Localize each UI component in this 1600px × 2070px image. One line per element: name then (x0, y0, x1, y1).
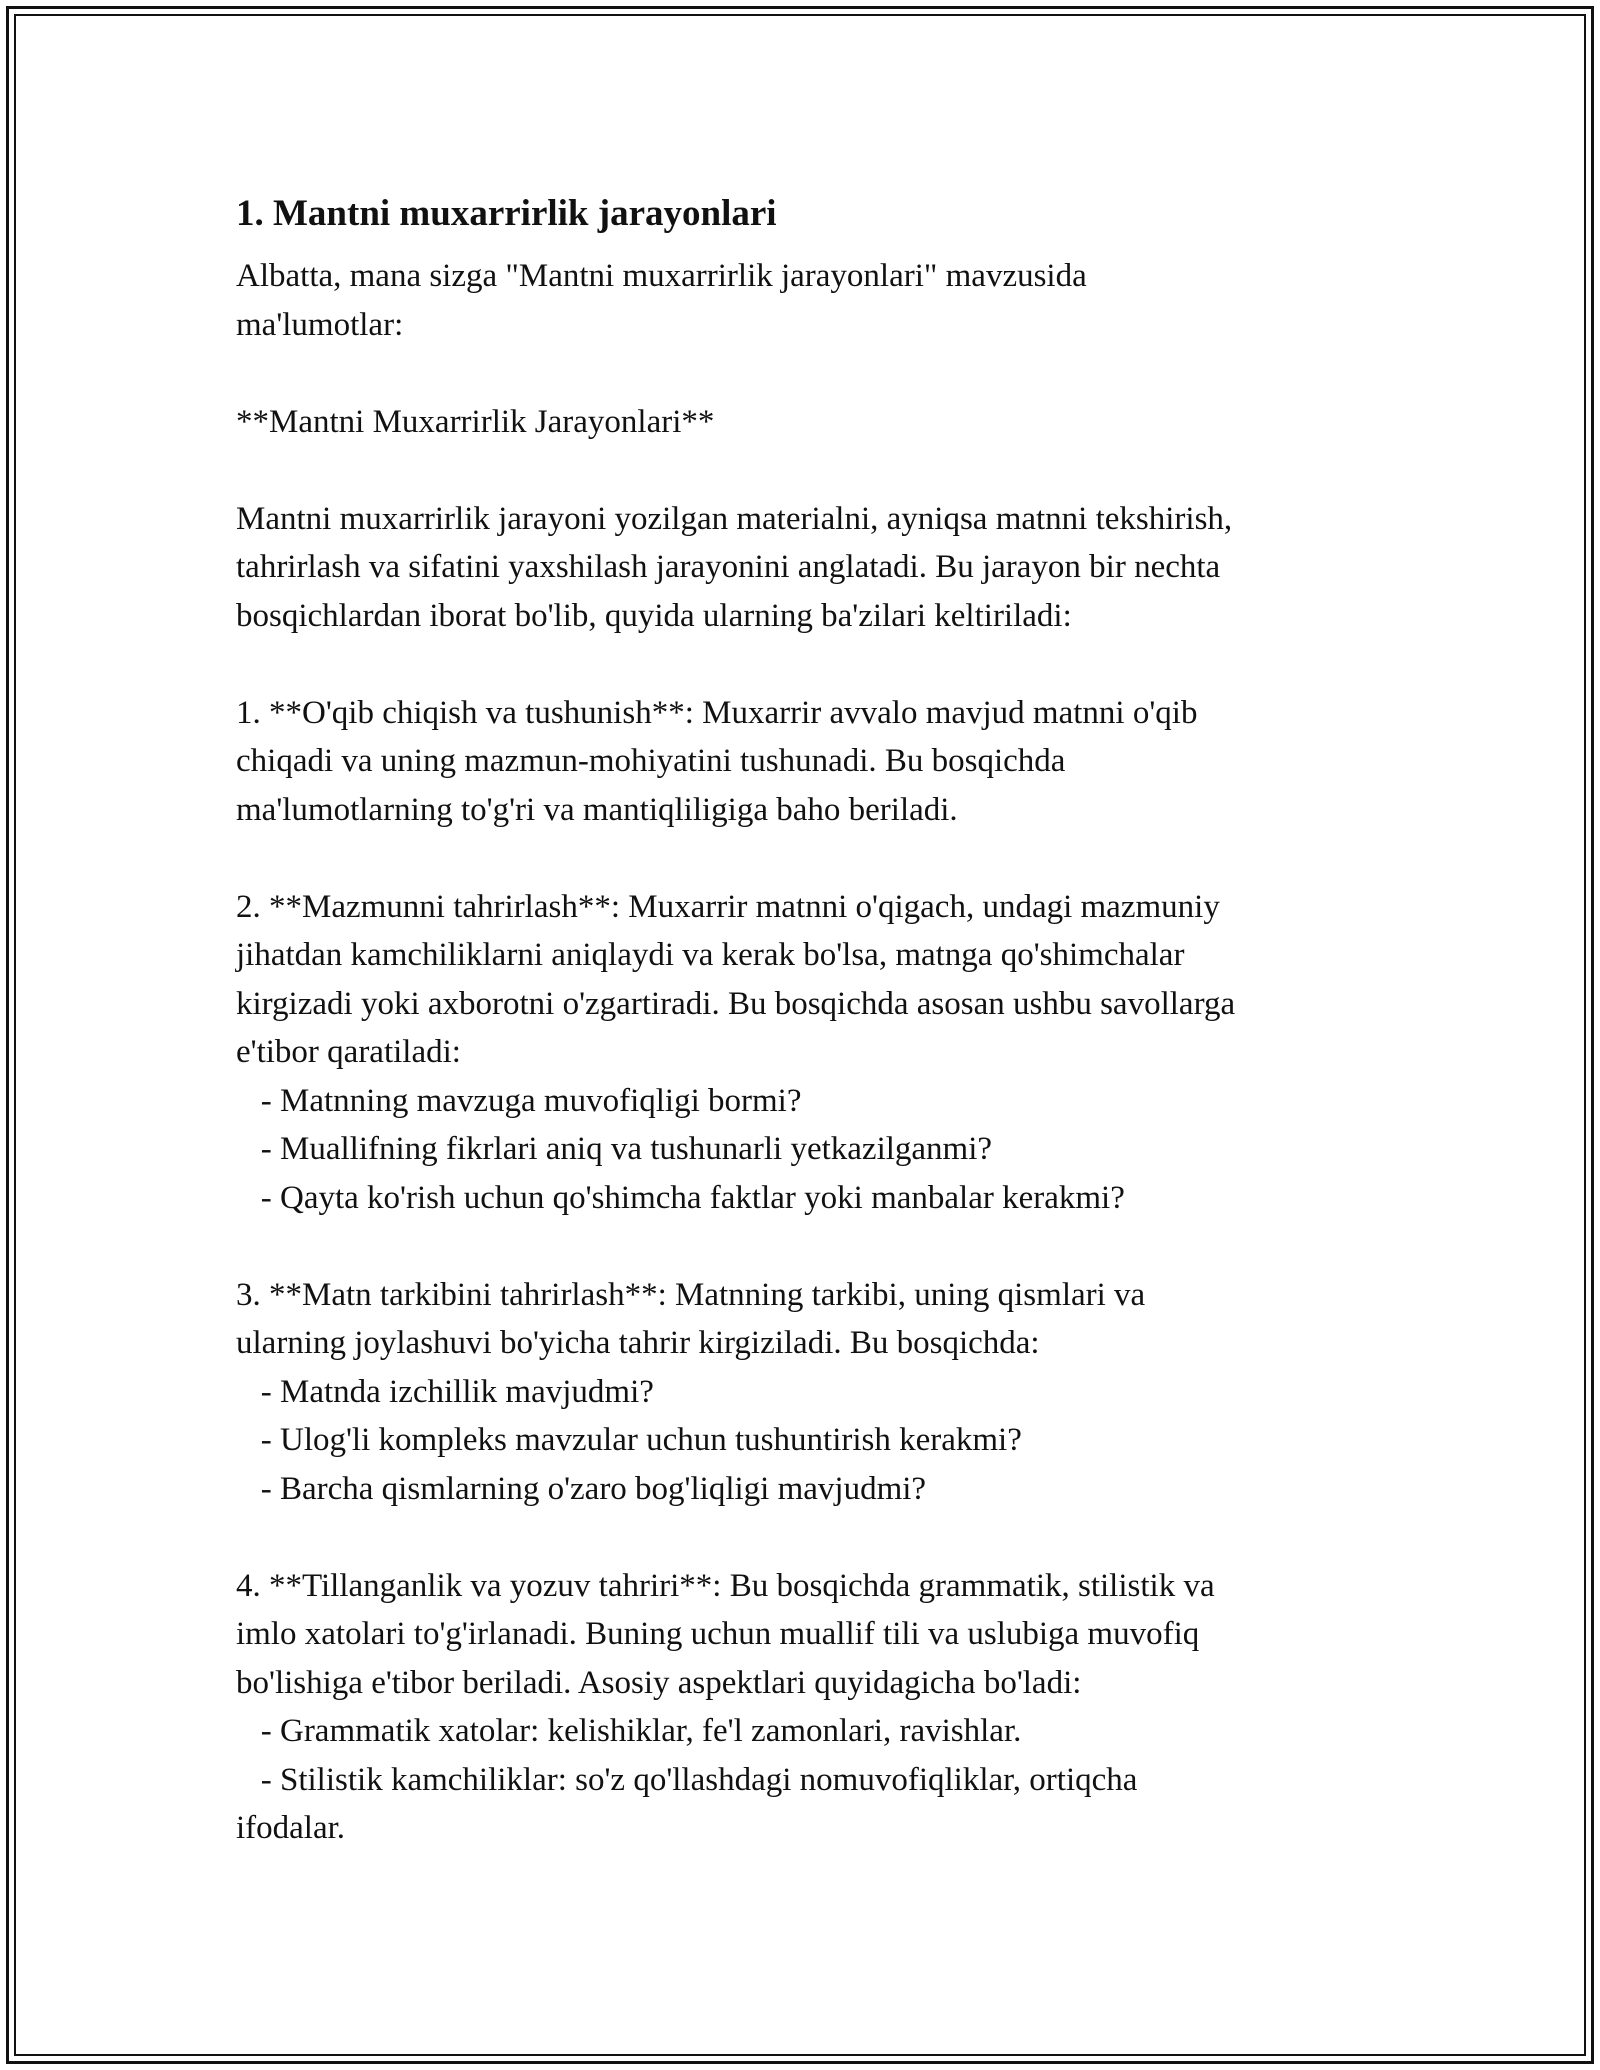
paragraph-gap (236, 349, 1366, 398)
intro-paragraph: Albatta, mana sizga "Mantni muxarrirlik jarayonlari" mavzusida ma'lumotlar: (236, 258, 1087, 343)
paragraph-gap (236, 446, 1366, 495)
paragraph-gap (236, 640, 1366, 689)
section-heading: **Mantni Muxarrirlik Jarayonlari** (236, 403, 715, 440)
step-4-paragraph: 4. **Tillanganlik va yozuv tahriri**: Bu bosqichda grammatik, stilistik va imlo xatolari to'g'irlanadi. Buning uchun muallif tili va uslubiga muvofiq bo'lishiga e'tibor beriladi. Asosiy aspektlari quyidagicha bo'ladi: - Grammatik xatolar: kelishiklar, fe'l zamonlari, ravishlar. - Stilistik kamchiliklar: so'z qo'llashdagi nomuvofiqliklar, ortiqcha ifodalar. (236, 1567, 1215, 1846)
paragraph-gap (236, 1222, 1366, 1271)
step-1-paragraph: 1. **O'qib chiqish va tushunish**: Muxarrir avvalo mavjud matnni o'qib chiqadi va uning mazmun-mohiyatini tushunadi. Bu bosqichda ma'lumotlarning to'g'ri va mantiqliligiga baho beriladi. (236, 694, 1198, 828)
document-title: 1. Mantni muxarrirlik jarayonlari (236, 193, 777, 234)
step-3-paragraph: 3. **Matn tarkibini tahrirlash**: Matnning tarkibi, uning qismlari va ularning joylashuvi bo'yicha tahrir kirgiziladi. Bu bosqichda: - Matnda izchillik mavjudmi? - Ulog'li kompleks mavzular uchun tushuntirish kerakmi? - Barcha qismlarning o'zaro bog'liqligi mavjudmi? (236, 1276, 1146, 1507)
paragraph-gap (236, 1513, 1366, 1562)
step-2-paragraph: 2. **Mazmunni tahrirlash**: Muxarrir matnni o'qigach, undagi mazmuniy jihatdan kamchiliklarni aniqlaydi va kerak bo'lsa, matnga qo'shimchalar kirgizadi yoki axborotni o'zgartiradi. Bu bosqichda asosan ushbu savollarga e'tibor qaratiladi: - Matnning mavzuga muvofiqligi bormi? - Muallifning fikrlari aniq va tushunarli yetkazilganmi? - Qayta ko'rish uchun qo'shimcha faktlar yoki manbalar kerakmi? (236, 888, 1236, 1216)
document-body (236, 184, 1366, 1853)
overview-paragraph: Mantni muxarrirlik jarayoni yozilgan materialni, ayniqsa matnni tekshirish, tahrirlash va sifatini yaxshilash jarayonini anglatadi. Bu jarayon bir nechta bosqichlardan iborat bo'lib, quyida ularning ba'zilari keltiriladi: (236, 500, 1233, 634)
paragraph-gap (236, 834, 1366, 883)
